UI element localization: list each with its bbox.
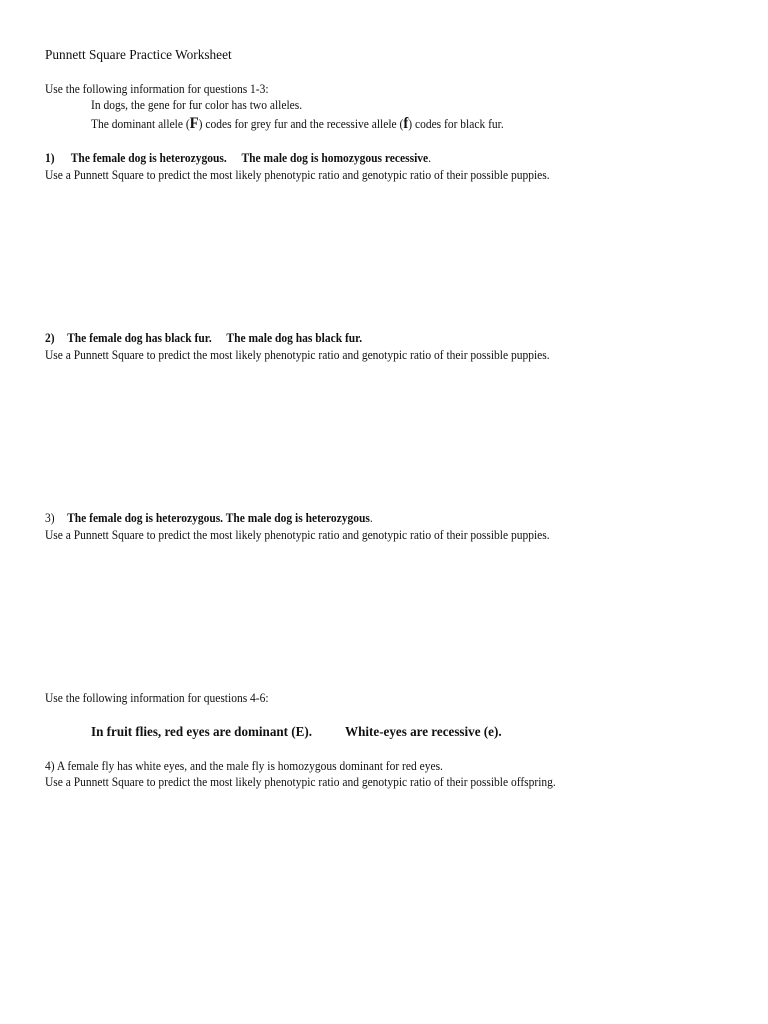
section2-intro: Use the following information for questions 4-6: — [45, 691, 269, 705]
question-2-number: 2) — [45, 331, 55, 345]
fruit-fly-dominant-fact: In fruit flies, red eyes are dominant (E). — [91, 724, 313, 739]
question-2-female: The female dog has black fur. — [67, 331, 212, 345]
question-1-instruction: Use a Punnett Square to predict the most likely phenotypic ratio and genotypic ratio of their possible puppies. — [45, 168, 550, 182]
question-3-answer-space — [45, 546, 725, 686]
allele-text-c: ) codes for black fur. — [408, 117, 504, 131]
worksheet-title: Punnett Square Practice Worksheet — [45, 48, 232, 63]
allele-text-a: The dominant allele ( — [91, 117, 190, 131]
question-3-instruction: Use a Punnett Square to predict the most likely phenotypic ratio and genotypic ratio of their possible puppies. — [45, 528, 550, 542]
question-2-instruction: Use a Punnett Square to predict the most likely phenotypic ratio and genotypic ratio of their possible puppies. — [45, 348, 550, 362]
section1-intro: Use the following information for questions 1-3: — [45, 82, 269, 96]
question-1-female: The female dog is heterozygous. — [70, 151, 227, 165]
question-4-instruction: Use a Punnett Square to predict the most likely phenotypic ratio and genotypic ratio of their possible offspring. — [45, 775, 556, 789]
question-1-male: The male dog is homozygous recessive — [241, 151, 429, 165]
question-1-period: . — [428, 151, 431, 165]
question-3-period: . — [369, 511, 373, 525]
section1-info-line1: In dogs, the gene for fur color has two alleles. — [91, 98, 303, 112]
question-1-answer-space — [45, 186, 725, 326]
question-3-number: 3) — [45, 511, 55, 525]
question-4-heading: 4) A female fly has white eyes, and the male fly is homozygous dominant for red eyes. — [45, 759, 443, 773]
allele-text-b: ) codes for grey fur and the recessive allele ( — [198, 117, 404, 131]
question-3-statement: The female dog is heterozygous. The male dog is heterozygous — [67, 511, 370, 525]
question-2-male: The male dog has black fur. — [226, 331, 363, 345]
dominant-allele-symbol: F — [189, 115, 199, 132]
fruit-fly-recessive-fact: White-eyes are recessive (e). — [345, 724, 502, 739]
question-3-heading — [45, 511, 373, 525]
question-4-answer-space — [45, 794, 725, 994]
recessive-allele-symbol: f — [403, 115, 409, 132]
question-2-heading — [45, 331, 362, 345]
section1-info-line2 — [91, 117, 504, 131]
fruit-fly-facts — [91, 725, 502, 739]
question-2-answer-space — [45, 366, 725, 506]
question-1-heading — [45, 151, 431, 165]
question-1-number: 1) — [45, 151, 55, 165]
